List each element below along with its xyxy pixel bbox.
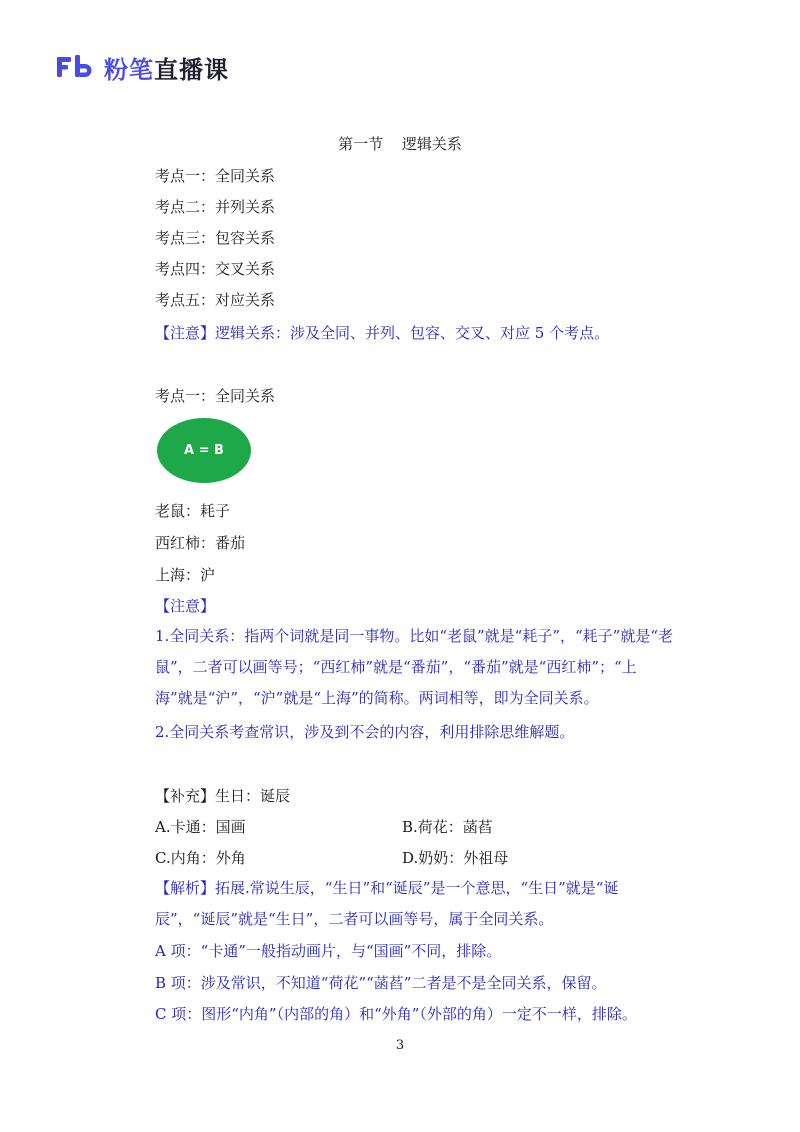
outline-item: 考点四：交叉关系 <box>155 260 276 278</box>
option-b: B.荷花：菡萏 <box>402 818 493 836</box>
analysis-option-b: B 项：涉及常识，不知道“荷花”“菡萏”二者是不是全同关系，保留。 <box>155 974 607 992</box>
option-c: C.内角：外角 <box>155 849 246 867</box>
analysis-paragraph <box>123 873 673 935</box>
outline-note: 【注意】逻辑关系：涉及全同、并列、包容、交叉、对应 5 个考点。 <box>155 324 610 342</box>
note-label: 【注意】 <box>155 597 216 615</box>
option-d: D.奶奶：外祖母 <box>402 849 509 867</box>
option-a: A.卡通：国画 <box>155 818 246 836</box>
analysis-text: 【解析】拓展.常说生辰，“生日”和“诞辰”是一个意思，“生日”就是“诞辰”，“诞辰”就是“生日”，二者可以画等号，属于全同关系。 <box>155 879 619 928</box>
example-item: 上海：沪 <box>155 566 216 584</box>
equality-diagram <box>157 418 251 483</box>
page-number: 3 <box>395 1038 405 1053</box>
example-item: 老鼠：耗子 <box>155 502 231 520</box>
logo-wordmark: 粉笔直播课 <box>104 55 229 84</box>
analysis-option-c: C 项：图形“内角”（内部的角）和“外角”（外部的角）一定不一样，排除。 <box>155 1005 637 1023</box>
outline-item: 考点五：对应关系 <box>155 291 276 309</box>
note-paragraph-1 <box>123 621 673 714</box>
note-paragraph-2 <box>123 717 673 748</box>
page-title: 第一节 逻辑关系 <box>338 135 462 153</box>
outline-item: 考点三：包容关系 <box>155 229 276 247</box>
fb-logo-icon <box>56 54 96 80</box>
example-item: 西红柿：番茄 <box>155 534 246 552</box>
note-text: 2.全同关系考查常识，涉及到不会的内容，利用排除思维解题。 <box>155 723 575 741</box>
note-text: 1.全同关系：指两个词就是同一事物。比如“老鼠”就是“耗子”，“耗子”就是“老鼠”，二者可以画等号；“西红柿”就是“番茄”，“番茄”就是“西红柿”；“上海”就是“沪”，“沪”就是“上海”的简称。两词相等，即为全同关系。 <box>155 627 673 707</box>
diagram-label: A = B <box>184 443 224 458</box>
question-stem: 【补充】生日：诞辰 <box>155 787 291 805</box>
outline-item: 考点二：并列关系 <box>155 198 276 216</box>
section-heading: 考点一：全同关系 <box>155 387 276 405</box>
analysis-option-a: A 项：“卡通”一般指动画片，与“国画”不同，排除。 <box>155 942 502 960</box>
brand-logo <box>56 50 229 84</box>
outline-item: 考点一：全同关系 <box>155 167 276 185</box>
